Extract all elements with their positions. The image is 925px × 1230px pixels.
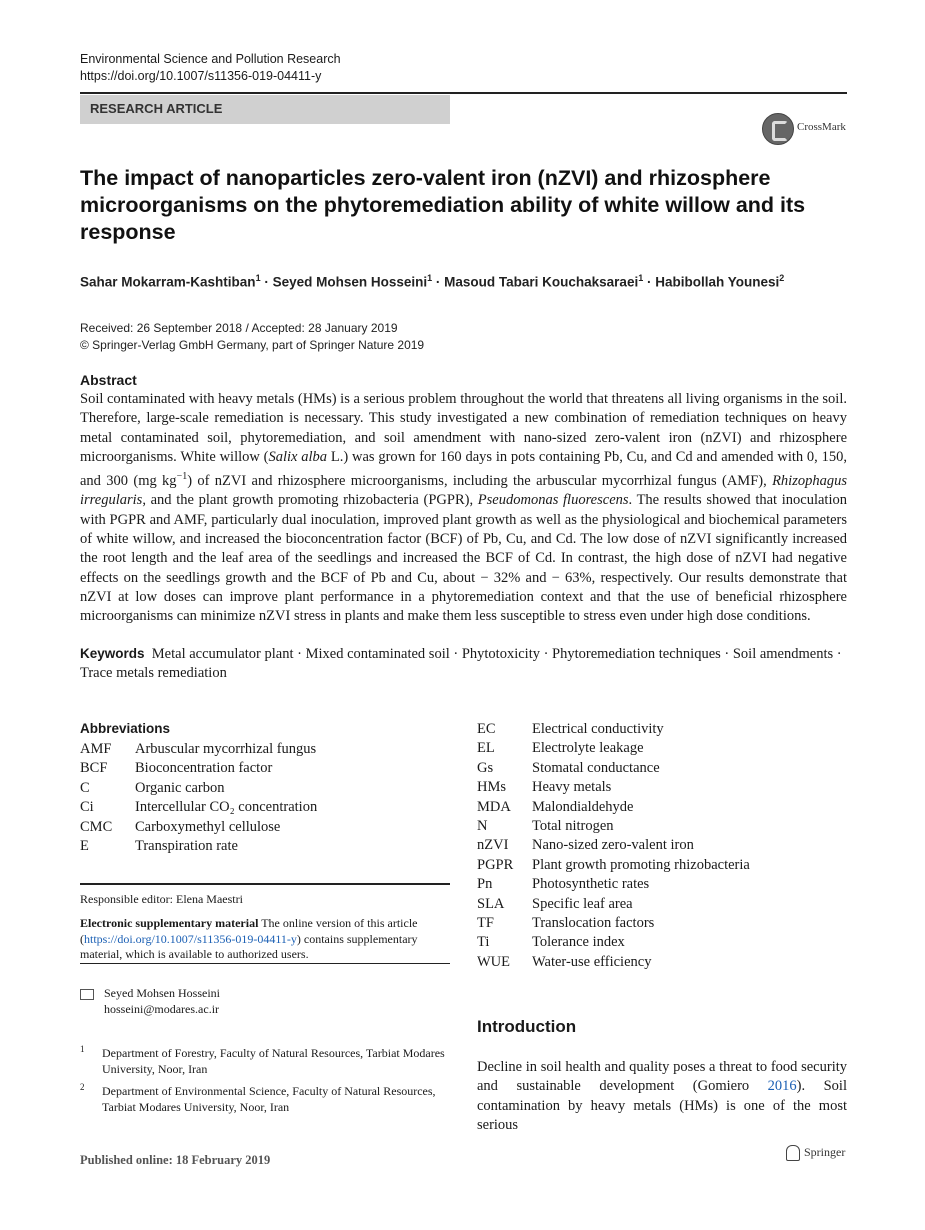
published-date: Published online: 18 February 2019 <box>80 1153 271 1167</box>
introduction-body: Decline in soil health and quality poses a threat to food security and sustainable development (Gomiero 2016). Soil contamination by heavy metals (HMs) is one of the most serious <box>477 1059 847 1134</box>
corresponding-author <box>80 985 220 1017</box>
received-accepted: Received: 26 September 2018 / Accepted: 28 January 2019 <box>80 321 398 335</box>
journal-header <box>80 51 341 85</box>
author-name[interactable]: Habibollah Younesi <box>655 274 780 290</box>
author-name[interactable]: Masoud Tabari Kouchaksaraei <box>444 274 639 290</box>
doi-link[interactable]: https://doi.org/10.1007/s11356-019-04411-y <box>80 69 322 83</box>
corresponding-name: Seyed Mohsen Hosseini <box>104 986 220 1000</box>
corresponding-email[interactable]: hosseini@modares.ac.ir <box>104 1002 220 1016</box>
abbreviation-row: Ti Tolerance index <box>477 934 625 951</box>
abbreviation-row: BCF Bioconcentration factor <box>80 760 273 777</box>
publisher-logo: Springer <box>786 1145 845 1161</box>
affiliation: 2 Department of Environmental Science, Faculty of Natural Resources, Tarbiat Modares University, Noor, Iran <box>80 1082 436 1114</box>
citation-link[interactable]: 2016 <box>767 1078 797 1095</box>
footnote-rule <box>80 883 450 885</box>
abbreviation-row: HMs Heavy metals <box>477 779 612 796</box>
abbreviation-row: Gs Stomatal conductance <box>477 759 660 776</box>
abbreviation-row: Ci Intercellular CO₂ concentration <box>80 799 318 816</box>
footnote-rule-bottom <box>80 963 450 964</box>
abbreviation-row: nZVI Nano-sized zero-valent iron <box>477 837 694 854</box>
abstract-heading: Abstract <box>80 372 137 388</box>
author-affiliation-ref: 2 <box>779 273 785 283</box>
abbreviation-row: PGPR Plant growth promoting rhizobacteria <box>477 856 750 873</box>
crossmark-icon <box>762 113 794 145</box>
author-affiliation-ref: 1 <box>255 273 261 283</box>
journal-name: Environmental Science and Pollution Research <box>80 52 341 66</box>
copyright: © Springer-Verlag GmbH Germany, part of Springer Nature 2019 <box>80 338 425 352</box>
keywords-text: Metal accumulator plant · Mixed contaminated soil · Phytotoxicity · Phytoremediation techniques · Soil amendments · Trace metals remediation <box>80 646 842 682</box>
abbreviation-row: E Transpiration rate <box>80 838 238 854</box>
author-affiliation-ref: 1 <box>427 273 433 283</box>
header-rule <box>80 92 847 94</box>
crossmark-badge[interactable] <box>762 113 852 145</box>
responsible-editor: Responsible editor: Elena Maestri <box>80 892 243 906</box>
envelope-icon <box>80 989 94 1000</box>
abbreviation-row: AMF Arbuscular mycorrhizal fungus <box>80 741 317 757</box>
abbreviation-row: WUE Water-use efficiency <box>477 953 652 970</box>
abbreviation-row: EC Electrical conductivity <box>477 721 664 737</box>
supplementary-link[interactable]: https://doi.org/10.1007/s11356-019-04411-y <box>84 931 297 946</box>
introduction-heading: Introduction <box>477 1017 577 1036</box>
article-title: The impact of nanoparticles zero-valent iron (nZVI) and rhizosphere microorganisms on the phytoremediation ability of white willow and its response <box>80 166 806 244</box>
crossmark-label: CrossMark <box>797 121 846 133</box>
abbreviation-row: N Total nitrogen <box>477 818 614 834</box>
author-name[interactable]: Sahar Mokarram-Kashtiban <box>80 274 256 290</box>
keywords <box>80 644 847 684</box>
abbreviation-row: MDA Malondialdehyde <box>477 798 634 815</box>
supplementary-note: Electronic supplementary material The online version of this article (https://doi.org/10.1007/s11356-019-04411-y) contains supplementary material, which is available to authorized users. <box>80 916 418 961</box>
keywords-label: Keywords <box>80 646 145 661</box>
abbreviation-row: TF Translocation factors <box>477 915 655 931</box>
abbreviations-heading: Abbreviations <box>80 721 171 736</box>
abbreviation-row: Pn Photosynthetic rates <box>477 876 650 893</box>
springer-horse-icon <box>786 1145 800 1161</box>
abbreviation-row: CMC Carboxymethyl cellulose <box>80 818 281 835</box>
article-dates <box>80 320 424 354</box>
author-affiliation-ref: 1 <box>638 273 644 283</box>
affiliation: 1 Department of Forestry, Faculty of Natural Resources, Tarbiat Modares University, Noor, Iran <box>80 1044 445 1076</box>
abbreviation-row: SLA Specific leaf area <box>477 895 633 912</box>
author-list: Sahar Mokarram-Kashtiban$^1$ · Seyed Mohsen Hosseini$^1$ · Masoud Tabari Kouchaksaraei$^1$ · Habibollah Younesi$^2$ <box>80 273 785 290</box>
author-name[interactable]: Seyed Mohsen Hosseini <box>272 274 428 290</box>
article-type-label: RESEARCH ARTICLE <box>90 101 223 116</box>
abstract-body: Soil contaminated with heavy metals (HMs) is a serious problem throughout the world that threatens all living organisms in the soil. Therefore, large-scale remediation is necessary. This study investigated a new combination of remediation techniques on heavy metal contaminated soil, phytoremediation, and soil amendment with nano-sized zero-valent iron (nZVI) and rhizosphere microorganisms. White willow (Salix alba L.) was grown for 160 days in pots containing Pb, Cu, and Cd and amended with 0, 150, and 300 (mg $kg^{-1}$) of nZVI and rhizosphere microorganisms, including the arbuscular mycorrhizal fungus (AMF), Rhizophagus irregularis, and the plant growth promoting rhizobacteria (PGPR), Pseudomonas fluorescens. The results showed that inoculation with PGPR and AMF, particularly dual inoculation, improved plant growth as well as the physiological and biochemical parameters of white willow, and increased the bioconcentration factor (BCF) of Pb, Cu, and Cd. The low dose of nZVI significantly increased the root length and the leaf area of the seedlings and increased the BCF of Cd. In contrast, the high dose of nZVI had negative effects on the seedlings growth and the BCF of Pb and Cu, about − 32% and − 63%, respectively. Our results demonstrate that nZVI at low doses can improve plant performance in a phytoremediation context and that the use of beneficial rhizosphere microorganisms can minimize nZVI stress in plants and make them less susceptible to stress even under high dose conditions. <box>80 391 847 625</box>
abbreviation-row: C Organic carbon <box>80 779 225 796</box>
abbreviation-row: EL Electrolyte leakage <box>477 740 644 757</box>
